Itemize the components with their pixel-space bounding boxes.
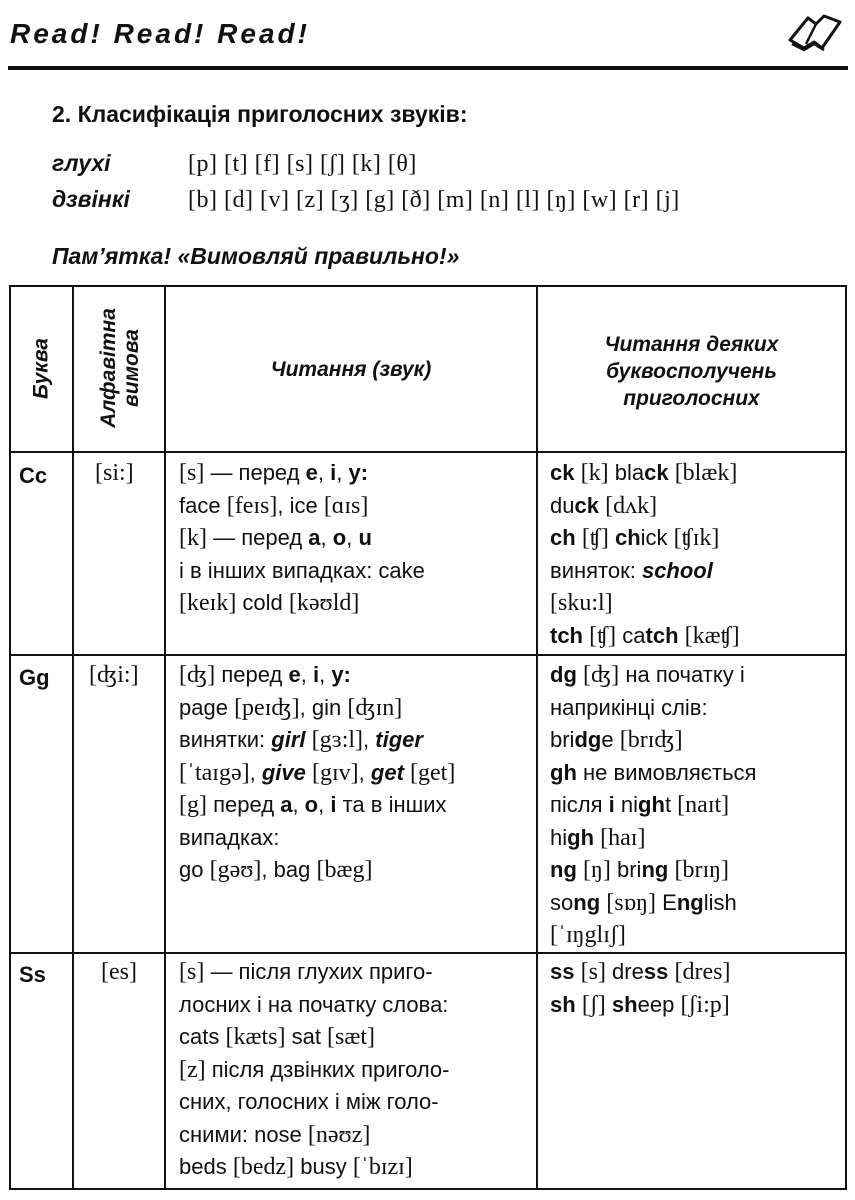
transcription: [ɑɪs] [323, 492, 369, 519]
transcription: [gɪv] [312, 759, 359, 786]
cell-line [179, 757, 455, 790]
cell-line [550, 692, 756, 725]
cell-line [550, 522, 740, 555]
cell-line [550, 620, 740, 653]
text-run: ng [676, 889, 704, 915]
text-run: ng [573, 889, 601, 915]
text-run: , [317, 460, 331, 485]
transcription: [nəʊz] [307, 1121, 371, 1148]
text-run: , [318, 792, 331, 817]
text-run: ch [614, 525, 641, 550]
text-run: lish [703, 889, 737, 915]
cell-line [179, 854, 455, 887]
memo-heading: Пам’ятка! «Вимовляй правильно!» [52, 243, 460, 269]
text-run: bla [608, 460, 645, 485]
text-run: o [332, 525, 347, 550]
text-run: , [249, 759, 262, 785]
reading-cell-gg [179, 659, 455, 887]
text-run: ch [550, 525, 576, 550]
cell-line [550, 854, 756, 887]
transcription: [haɪ] [600, 824, 646, 851]
text-run: виняток: [550, 557, 642, 583]
header-combos-line2: буквосполучень [606, 360, 777, 383]
text-run: ca [616, 622, 646, 648]
cell-line [550, 659, 756, 692]
transcription: [sku:l] [550, 590, 613, 616]
text-run: ng [641, 857, 669, 882]
cell-line [179, 1021, 523, 1054]
table-border [9, 285, 11, 1190]
combos-cell-ss [550, 956, 730, 1021]
text-run: на початку і [619, 662, 745, 687]
text-run: y: [348, 460, 369, 485]
row-letter-cc: Cc [19, 463, 48, 488]
text-run: hi [550, 824, 568, 850]
transcription: [s] [179, 460, 205, 486]
cell-line [550, 724, 756, 757]
row-alphabet-ss: [es] [101, 959, 137, 985]
transcription: [sɒŋ] [606, 889, 657, 916]
cell-line [179, 789, 455, 822]
text-run: e [305, 460, 318, 485]
text-run: i [330, 460, 337, 485]
transcription: [kæʧ] [684, 622, 740, 649]
voiced-label: дзвінкі [52, 186, 130, 212]
text-run: eep [637, 991, 681, 1017]
transcription: [get] [410, 759, 456, 786]
text-run: get [370, 759, 404, 785]
cell-line [550, 956, 730, 989]
text-run: t [664, 792, 678, 817]
header-reading: Читання (звук) [270, 358, 432, 381]
text-run: school [641, 557, 713, 583]
text-run: ck [550, 460, 575, 485]
text-run: сними: nose [179, 1121, 308, 1147]
text-run: dg [550, 662, 577, 687]
transcription: [ʤɪn] [347, 694, 403, 721]
text-run: , [319, 662, 332, 687]
text-run: після [550, 792, 609, 817]
text-run: і в інших випадках: cake [179, 557, 425, 583]
transcription: [feɪs] [226, 492, 278, 519]
cell-line [179, 587, 425, 620]
text-run: gh [550, 759, 577, 785]
cell-line [550, 490, 740, 523]
transcription: [bedz] [232, 1154, 295, 1180]
text-run: i [312, 662, 320, 687]
table-border [9, 654, 847, 656]
text-run: , gin [299, 694, 348, 720]
text-run: tch [645, 622, 679, 648]
cell-line [179, 724, 455, 757]
text-run: лосних і на початку слова: [179, 991, 449, 1017]
cell-line [179, 457, 425, 490]
reading-cell-cc [179, 457, 425, 620]
row-alphabet-gg: [ʤi:] [89, 662, 139, 688]
transcription: [kæts] [225, 1024, 286, 1050]
cell-line [550, 587, 740, 620]
text-run: e [288, 662, 301, 687]
transcription: [ʃi:p] [680, 991, 730, 1018]
text-run: so [550, 889, 574, 915]
transcription: [ʤ] [179, 662, 216, 688]
text-run: — перед [204, 460, 306, 485]
transcription: [ʃ] [581, 991, 606, 1018]
voiceless-row [52, 150, 417, 182]
combos-cell-cc [550, 457, 740, 652]
text-run: перед [215, 662, 289, 687]
header-combos-line3: приголосних [623, 387, 760, 410]
text-run: E [656, 889, 677, 915]
cell-line [550, 822, 756, 855]
page-header-title: Read! Read! Read! [10, 18, 310, 49]
header-divider [8, 66, 848, 70]
text-run: sh [550, 991, 576, 1017]
text-run: page [179, 694, 235, 720]
text-run: go [179, 857, 210, 882]
text-run: tch [550, 622, 583, 648]
cell-line [179, 1119, 523, 1152]
cell-line [179, 989, 523, 1022]
text-run: , [292, 792, 305, 817]
text-run: a [308, 525, 321, 550]
text-run: bri [610, 857, 642, 882]
table-border [9, 285, 847, 287]
table-border [9, 451, 847, 453]
cell-line [550, 457, 740, 490]
text-run: a [280, 792, 293, 817]
row-alphabet-cc: [si:] [95, 460, 134, 486]
text-run: ck [644, 460, 669, 485]
cell-line [550, 757, 756, 790]
combos-cell-gg [550, 659, 756, 952]
text-run: gh [638, 792, 665, 817]
text-run: не вимовляється [576, 759, 757, 785]
text-run: ck [574, 492, 599, 518]
text-run: винятки: [179, 727, 272, 752]
transcription: [keɪk] [179, 590, 237, 616]
text-run: dre [605, 959, 644, 984]
header-alphabet [97, 301, 143, 435]
transcription: [ŋ] [583, 857, 611, 883]
text-run: cats [179, 1024, 226, 1049]
text-run: , [358, 759, 371, 785]
text-run: , [363, 727, 376, 752]
reading-cell-ss [179, 956, 523, 1184]
text-run: cold [236, 590, 289, 615]
text-run: ni [614, 792, 639, 817]
cell-line [550, 789, 756, 822]
transcription: [kəʊld] [288, 590, 360, 616]
cell-line [179, 822, 455, 855]
transcription: [k] [179, 525, 207, 551]
transcription: [ˈbɪzɪ] [352, 1154, 413, 1180]
text-run: face [179, 492, 227, 518]
text-run: busy [294, 1154, 353, 1179]
transcription: [ˈtaɪgə] [179, 759, 250, 786]
text-run: ss [550, 959, 575, 984]
transcription: [gəʊ] [209, 857, 262, 883]
voiced-row [52, 186, 680, 218]
text-run: після дзвінких приголо- [205, 1056, 450, 1082]
text-run: , [300, 662, 313, 687]
header-alphabet-line2: вимова [120, 329, 143, 407]
voiceless-label: глухі [52, 150, 111, 176]
text-run: beds [179, 1154, 233, 1179]
cell-line [179, 1054, 523, 1087]
text-run: sat [285, 1024, 328, 1049]
transcription: [s] [580, 959, 606, 985]
text-run: bri [550, 727, 575, 752]
cell-line [179, 692, 455, 725]
header-combos [538, 331, 845, 412]
transcription: [z] [179, 1056, 206, 1083]
text-run: du [550, 492, 575, 518]
text-run: dg [574, 727, 602, 752]
transcription: [sæt] [327, 1024, 376, 1050]
text-run: ick [640, 525, 674, 550]
table-border [9, 1188, 847, 1190]
text-run: u [358, 525, 372, 550]
row-letter-gg: Gg [19, 665, 50, 690]
transcription: [blæk] [674, 460, 738, 486]
transcription: [ʧ] [589, 622, 617, 649]
cell-line [550, 555, 740, 588]
header-alphabet-line1: Алфавітна [97, 308, 120, 428]
text-run: e [601, 727, 620, 752]
table-border [845, 285, 847, 1190]
text-run: — перед [206, 525, 309, 550]
text-run: перед [206, 792, 281, 817]
text-run: , [336, 460, 349, 485]
text-run: o [304, 792, 319, 817]
text-run: наприкінці слів: [550, 694, 708, 720]
text-run: girl [271, 727, 306, 752]
cell-line [179, 1086, 523, 1119]
section-title: 2. Класифікація приголосних звуків: [52, 101, 468, 127]
table-border [536, 285, 538, 1190]
text-run: та в інших [336, 792, 447, 817]
text-run: , ice [277, 492, 324, 518]
transcription: [brɪŋ] [674, 857, 729, 883]
table-border [9, 952, 847, 954]
voiced-sounds: [b] [d] [v] [z] [ʒ] [g] [ð] [m] [n] [l] [ŋ] [w] [r] [j] [188, 187, 680, 213]
text-run: , [320, 525, 333, 550]
transcription: [peɪʤ] [234, 694, 300, 721]
text-run: sh [611, 991, 638, 1017]
cell-line [179, 522, 425, 555]
header-combos-line1: Читання деяких [604, 333, 779, 356]
cell-line [179, 1151, 523, 1184]
text-run: i [608, 792, 615, 817]
book-icon [786, 10, 844, 54]
text-run: випадках: [179, 824, 280, 850]
transcription: [ʤ] [583, 662, 620, 688]
cell-line [179, 490, 425, 523]
text-run: tiger [375, 727, 423, 752]
text-run: , [346, 525, 359, 550]
text-run: give [261, 759, 306, 785]
text-run: gh [567, 824, 595, 850]
text-run: i [330, 792, 337, 817]
transcription: [dʌk] [605, 492, 658, 519]
cell-line [179, 659, 455, 692]
transcription: [naɪt] [677, 792, 730, 818]
transcription: [ˈɪŋglɪʃ] [550, 922, 626, 948]
cell-line [179, 555, 425, 588]
transcription: [ʧɪk] [673, 525, 720, 551]
text-run: y: [331, 662, 351, 687]
voiceless-sounds: [p] [t] [f] [s] [ʃ] [k] [θ] [188, 151, 417, 177]
text-run: сних, голосних і між голо- [179, 1089, 439, 1114]
row-letter-ss: Ss [19, 962, 46, 987]
transcription: [s] [179, 959, 205, 985]
cell-line [550, 919, 756, 952]
transcription: [brɪʤ] [619, 727, 683, 753]
text-run: — після глухих приго- [204, 959, 433, 984]
transcription: [gɜ:l] [311, 727, 364, 753]
transcription: [dres] [674, 959, 731, 985]
cell-line [550, 989, 730, 1022]
cell-line [550, 887, 756, 920]
table-border [72, 285, 74, 1190]
transcription: [bæg] [316, 857, 373, 883]
text-run: ss [643, 959, 669, 984]
text-run: ng [550, 857, 577, 882]
transcription: [k] [580, 460, 609, 486]
transcription: [g] [179, 792, 207, 818]
pronunciation-table [9, 285, 847, 1190]
transcription: [ʧ] [581, 525, 609, 551]
table-border [164, 285, 166, 1190]
header-letter: Буква [29, 338, 53, 400]
text-run: , bag [261, 857, 317, 882]
cell-line [179, 956, 523, 989]
